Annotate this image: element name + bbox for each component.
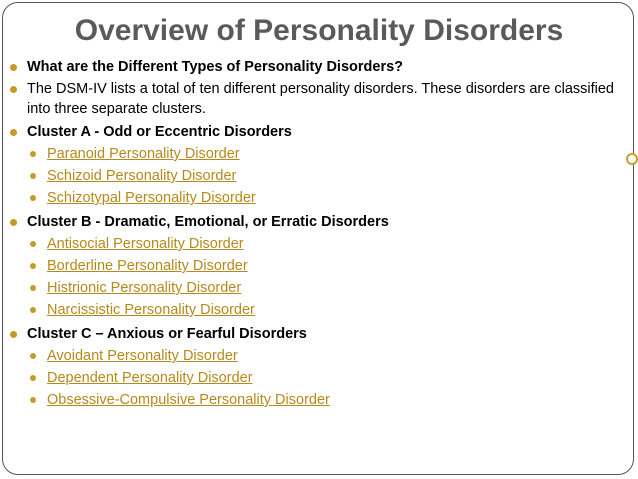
disorder-link[interactable]: Obsessive-Compulsive Personality Disorder <box>47 392 330 408</box>
bullet-dot-icon <box>30 375 36 381</box>
list-item <box>6 277 616 299</box>
list-item <box>6 255 616 277</box>
intro-bullet <box>6 78 616 119</box>
slide-corner-circle-icon <box>626 153 638 165</box>
bullet-dot-icon <box>30 241 36 247</box>
question-text: What are the Different Types of Personality Disorders? <box>27 59 404 75</box>
list-item <box>6 389 616 411</box>
bullet-dot-icon <box>30 173 36 179</box>
list-item <box>6 367 616 389</box>
list-item <box>6 143 616 165</box>
disorder-link[interactable]: Histrionic Personality Disorder <box>47 280 242 296</box>
list-item <box>6 165 616 187</box>
slide-title: Overview of Personality Disorders <box>74 14 564 47</box>
disorder-link[interactable]: Paranoid Personality Disorder <box>47 146 240 162</box>
bullet-dot-icon <box>30 307 36 313</box>
bullet-dot-icon <box>10 219 17 226</box>
bullet-dot-icon <box>10 129 17 136</box>
cluster-heading-text: Cluster A - Odd or Eccentric Disorders <box>27 124 292 140</box>
bullet-dot-icon <box>30 285 36 291</box>
list-item <box>6 345 616 367</box>
intro-text: The DSM-IV lists a total of ten different personality disorders. These disorders are classified into three separate clusters. <box>27 81 614 117</box>
cluster-b-heading <box>6 211 616 233</box>
disorder-link[interactable]: Avoidant Personality Disorder <box>47 348 238 364</box>
bullet-dot-icon <box>30 397 36 403</box>
slide-content <box>6 56 616 411</box>
cluster-a-heading <box>6 121 616 143</box>
disorder-link[interactable]: Schizotypal Personality Disorder <box>47 190 256 206</box>
bullet-dot-icon <box>30 195 36 201</box>
bullet-dot-icon <box>30 263 36 269</box>
question-bullet <box>6 56 616 78</box>
bullet-dot-icon <box>10 331 17 338</box>
bullet-dot-icon <box>30 151 36 157</box>
disorder-link[interactable]: Narcissistic Personality Disorder <box>47 302 255 318</box>
bullet-dot-icon <box>30 353 36 359</box>
bullet-dot-icon <box>10 86 17 93</box>
cluster-c-heading <box>6 323 616 345</box>
cluster-heading-text: Cluster B - Dramatic, Emotional, or Erratic Disorders <box>27 214 389 230</box>
disorder-link[interactable]: Borderline Personality Disorder <box>47 258 248 274</box>
disorder-link[interactable]: Schizoid Personality Disorder <box>47 168 237 184</box>
list-item <box>6 233 616 255</box>
disorder-link[interactable]: Dependent Personality Disorder <box>47 370 253 386</box>
cluster-heading-text: Cluster C – Anxious or Fearful Disorders <box>27 326 307 342</box>
disorder-link[interactable]: Antisocial Personality Disorder <box>47 236 244 252</box>
bullet-dot-icon <box>10 64 17 71</box>
list-item <box>6 187 616 209</box>
list-item <box>6 299 616 321</box>
